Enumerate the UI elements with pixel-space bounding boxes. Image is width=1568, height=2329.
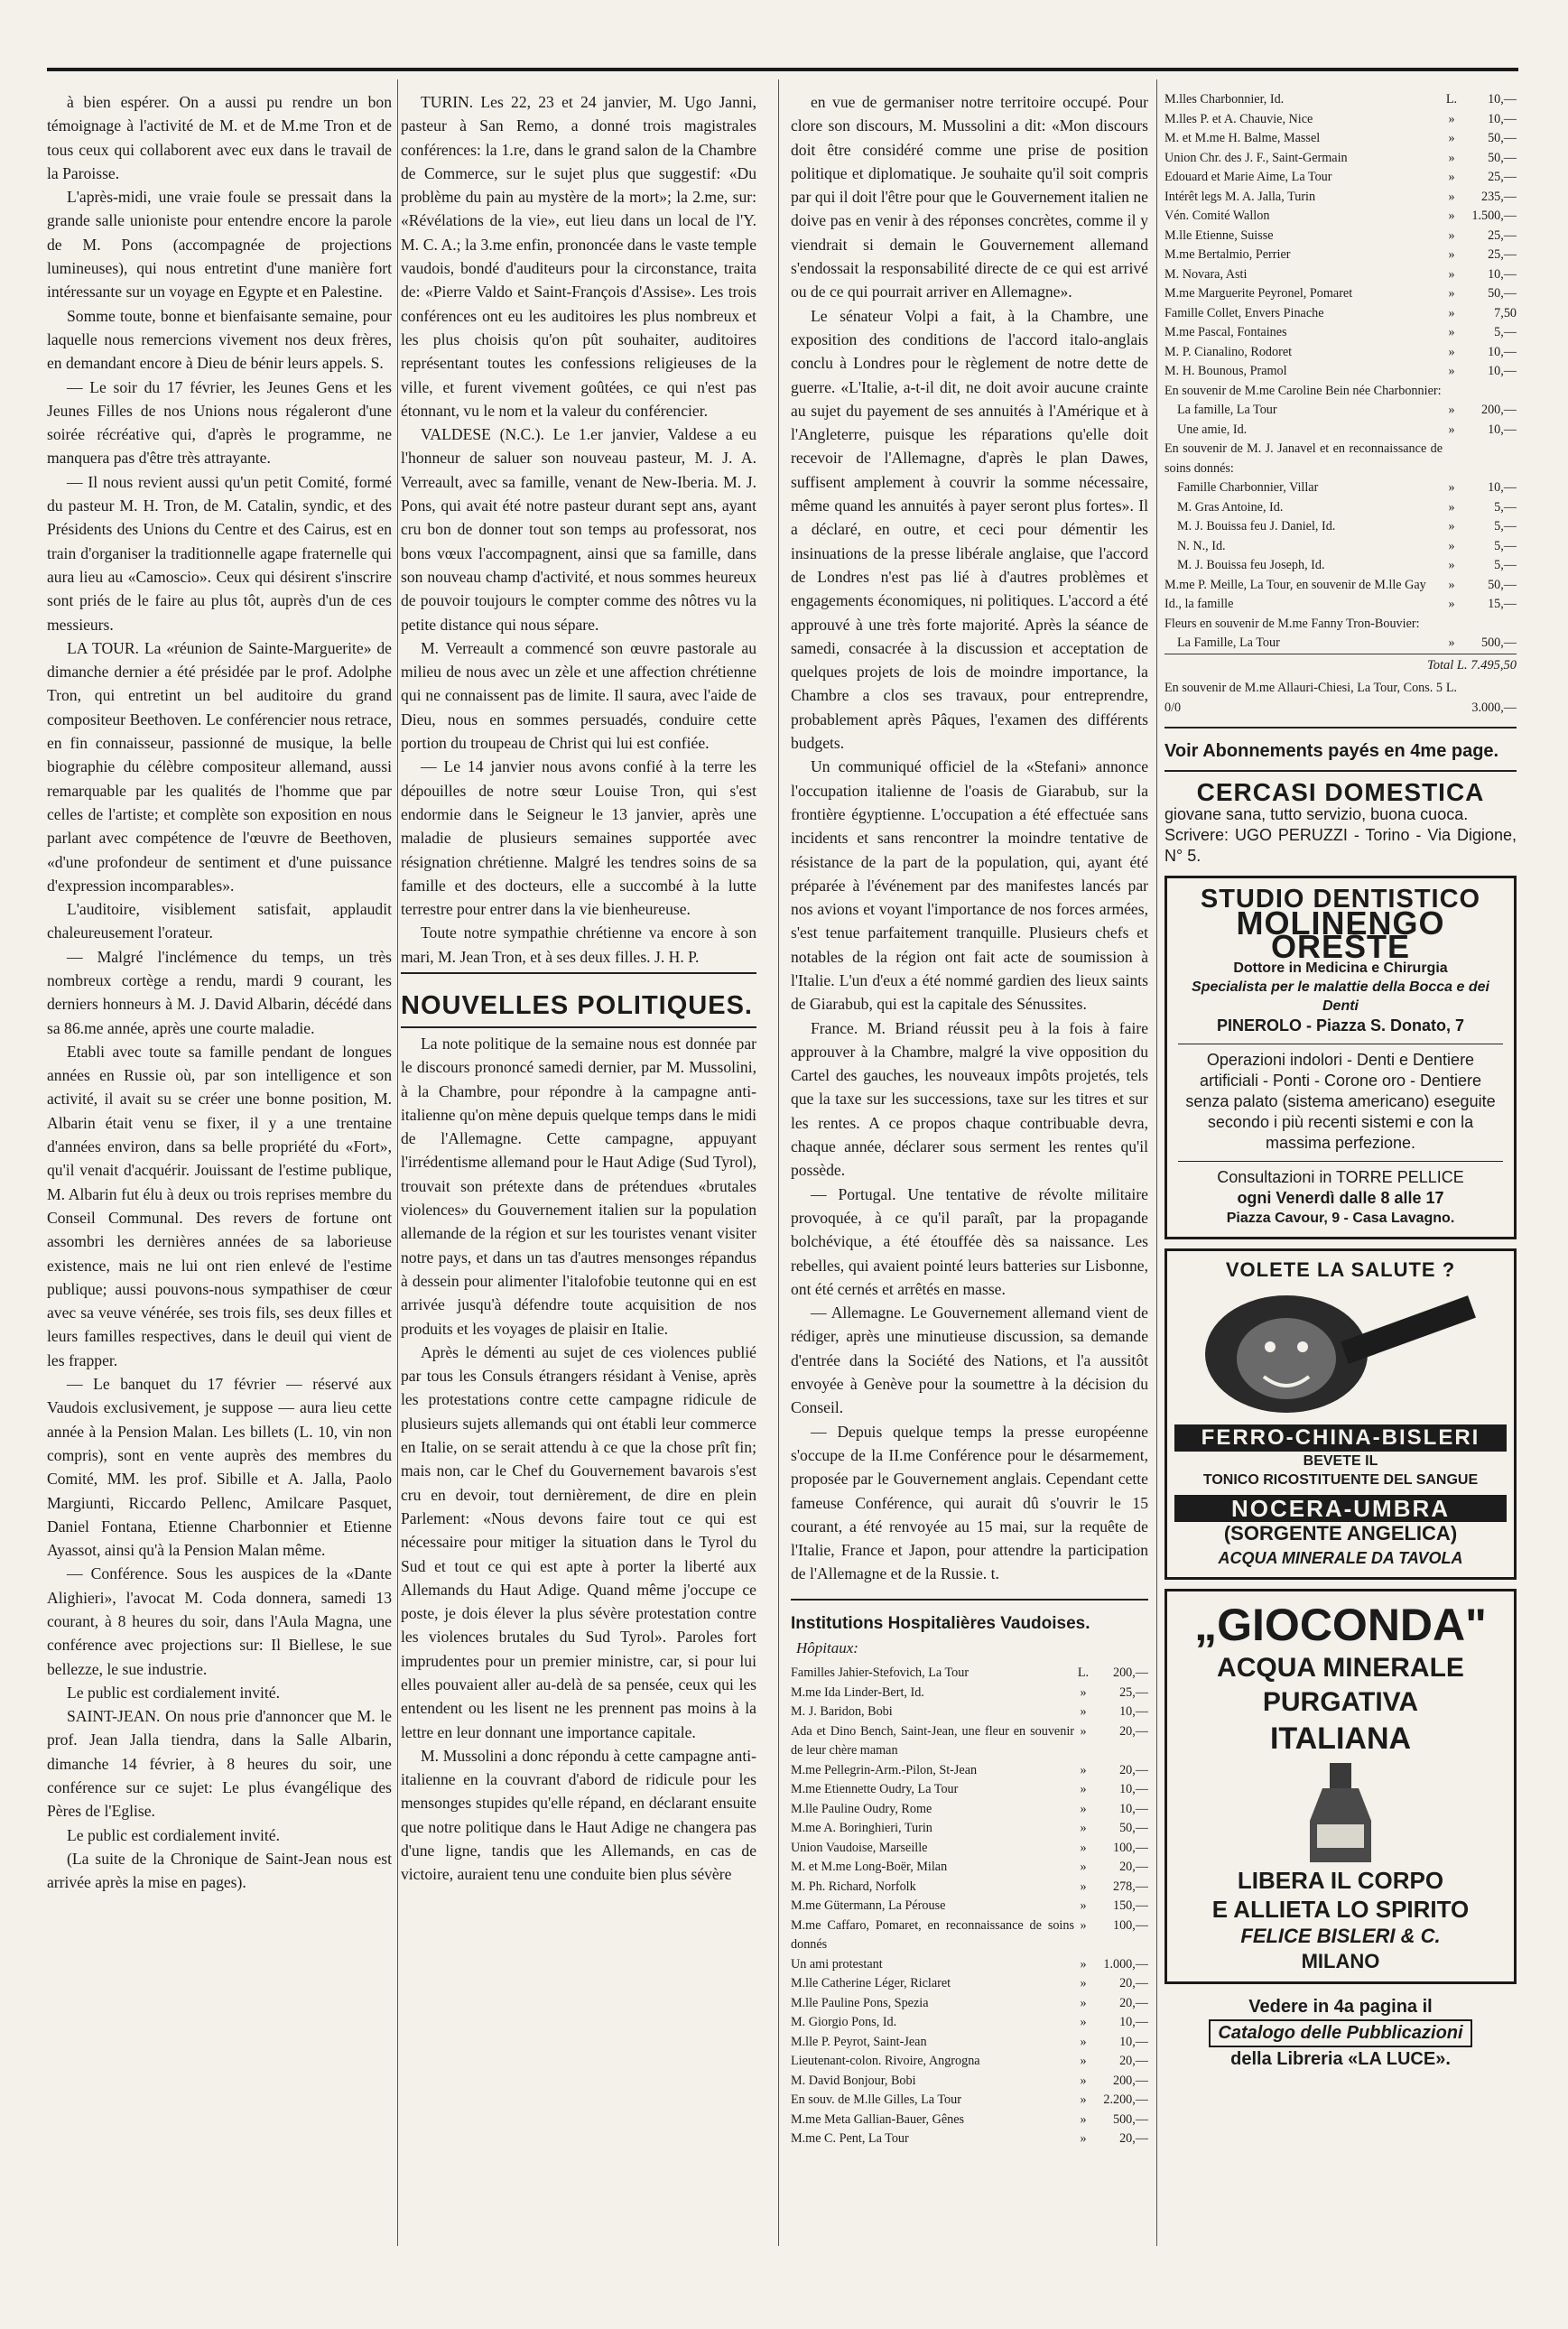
paragraph: Le public est cordialement invité. — [67, 1683, 280, 1702]
donor-name: Ada et Dino Bench, Saint-Jean, une fleur en souvenir de leur chère maman — [791, 1723, 1074, 1758]
gioconda-l1: ACQUA MINERALE — [1217, 1652, 1464, 1683]
donor-name: M. J. Bouissa feu Joseph, Id. — [1177, 558, 1325, 572]
donation-row — [1164, 634, 1517, 654]
donor-name: M.lles P. et A. Chauvie, Nice — [1164, 111, 1313, 126]
currency-mark: » — [1448, 131, 1455, 145]
headline-nouvelles-politiques: NOUVELLES POLITIQUES. — [401, 990, 753, 1020]
donation-amount: 5,— — [1494, 538, 1517, 553]
donor-name: M.me Bertalmio, Perrier — [1164, 247, 1291, 262]
bisleri-acqua: ACQUA MINERALE DA TAVOLA — [1218, 1548, 1463, 1567]
currency-mark: » — [1448, 422, 1455, 437]
donation-row — [791, 1703, 1148, 1722]
donation-amount: 25,— — [1488, 247, 1517, 262]
donation-amount: 10,— — [1488, 344, 1517, 359]
donation-row — [1164, 478, 1517, 498]
currency-mark: » — [1448, 364, 1455, 378]
paragraph: — Depuis quelque temps la presse européenne s'occupe de la II.me Conférence pour le désarmement, proposée par le Gouvernement anglais. Cependant cette fameuse Conférence, qui aurait dû s'ouvrir le 15 courant, a été renvoyée au 15 mai, sur la requête de l'Italie, France et Japon, pour attendre la participation de l'Allemagne et de la Russie. t. — [791, 1422, 1148, 1583]
donation-amount: 100,— — [1112, 1917, 1148, 1933]
donor-name: La famille, La Tour — [1177, 403, 1277, 417]
currency-mark: » — [1080, 1898, 1087, 1913]
paragraph: Un communiqué officiel de la «Stefani» annonce l'occupation italienne de l'oasis de Giarabub, sur la frontière égyptienne. L'occupation a été effectuée sans incidents et sans rencontrer la moindre tentative de résistance de la part de la population, qui, ayant été préparée à l'événement par des manifestes lancés par nos avions et voyant l'importance de nos forces armées, s'est tenue parfaitement tranquille. Plusieurs chefs et notables de la région ont fait acte de soumission à l'Italie. L'un d'eux a été nommé gardien des lieux saints de Giarabub, qui est la capitale des Sénussites. — [791, 757, 1148, 1014]
column-politique-hopitaux — [791, 90, 1148, 2257]
donor-name: M.me Pascal, Fontaines — [1164, 325, 1287, 339]
donor-name: M.me Marguerite Peyronel, Pomaret — [1164, 286, 1353, 301]
donation-row — [1164, 421, 1517, 441]
currency-mark: » — [1080, 1704, 1087, 1719]
bisleri-top: VOLETE LA SALUTE ? — [1225, 1258, 1456, 1282]
donation-amount: 200,— — [1112, 2073, 1148, 2088]
column-chronique — [47, 90, 392, 2257]
donation-row — [791, 1878, 1148, 1898]
currency-mark: » — [1080, 1821, 1087, 1835]
currency-mark: » — [1448, 325, 1455, 339]
currency-mark: » — [1448, 597, 1455, 611]
cercasi-line2: Scrivere: UGO PERUZZI - Torino - Via Digione, N° 5. — [1164, 826, 1517, 866]
donor-name: Intérêt legs M. A. Jalla, Turin — [1164, 189, 1316, 204]
donor-name: M. J. Baridon, Bobi — [791, 1704, 893, 1719]
donation-amount: 20,— — [1119, 1762, 1148, 1777]
currency-mark: » — [1448, 305, 1455, 320]
total-label: Total L. — [1427, 657, 1468, 673]
donor-name: Vén. Comité Wallon — [1164, 209, 1270, 223]
currency-mark: » — [1448, 344, 1455, 359]
gioconda-maker: FELICE BISLERI & C. — [1240, 1924, 1441, 1947]
bottle-illustration — [1286, 1758, 1395, 1866]
donation-amount: 278,— — [1112, 1879, 1148, 1894]
ad-gioconda — [1164, 1589, 1517, 1984]
donation-amount: 10,— — [1488, 422, 1517, 437]
ad-catalogo — [1164, 1995, 1517, 2072]
donation-row — [791, 2111, 1148, 2130]
currency-mark: » — [1448, 266, 1455, 282]
donor-name: Union Vaudoise, Marseille — [791, 1840, 928, 1855]
paragraph: Somme toute, bonne et bienfaisante semaine, pour laquelle nous remercions vivement nos deux frères, en demandant encore à Dieu de bénir leurs appels. S. — [47, 306, 392, 373]
donation-amount: 20,— — [1119, 2054, 1148, 2068]
donation-row — [1164, 304, 1517, 324]
currency-mark: » — [1080, 1801, 1087, 1816]
donation-row — [1164, 90, 1517, 110]
donation-amount: 10,— — [1119, 1801, 1148, 1816]
donor-name: M. Novara, Asti — [1164, 266, 1248, 282]
donation-row — [791, 2033, 1148, 2053]
donation-amount: 25,— — [1488, 170, 1517, 184]
paragraph: L'après-midi, une vraie foule se pressait dans la grande salle unioniste pour entendre encore la parole de M. Pons (accompagnée de projections lumineuses), qui nous entretint d'une manière fort intéressante sur un voyage en Egypte et en Palestine. — [47, 188, 392, 302]
donation-row — [1164, 440, 1517, 478]
paragraph: L'auditoire, visiblement satisfait, applaudit chaleureusement l'orateur. — [47, 900, 392, 942]
donor-name: M.me C. Pent, La Tour — [791, 2131, 909, 2146]
donation-row — [791, 1819, 1148, 1839]
donor-name: La Famille, La Tour — [1177, 636, 1280, 650]
donation-amount: 50,— — [1488, 150, 1517, 165]
list-title: Institutions Hospitalières Vaudoises. — [791, 1613, 1090, 1633]
donor-name: M.me Caffaro, Pomaret, en reconnaissance de soins donnés — [791, 1917, 1074, 1952]
currency-mark: » — [1080, 2111, 1087, 2127]
donation-row — [1164, 265, 1517, 285]
paragraph: M. Mussolini a donc répondu à cette campagne anti-italienne en la couvrant d'abord de ridicule pour les mensonges stupides qu'elle répand, en déclarant ensuite que notre politique dans le Haut Adige ne changera pas d'une ligne, tandis que les Allemands, en cas de victoire, auraient tenu une conduite bien plus sévère — [401, 1746, 756, 1884]
donation-row — [1164, 498, 1517, 518]
currency-mark: » — [1448, 247, 1455, 262]
paragraph: Le sénateur Volpi a fait, à la Chambre, une exposition des conditions de l'accord italo-anglais conclu à Londres pour le règlement de notre dette de guerre. «L'Italie, a-t-il dit, ne doit avoir aucune crainte au sujet du payement de ses annuités à l'Amérique et à l'Angleterre, puisque les réparations qu'elle doit recevoir de l'Allemagne, d'après le plan Dawes, suffisent amplement à couvrir la somme nécessaire, même quand les annuités à payer seront plus fortes». Il a déclaré, en outre, et ceci pour démentir les insinuations de la presse libérale anglaise, que l'accord de Londres n'est pas lié à d'autres problèmes et engagements économiques, ni politiques. L'accord a été approuvé à une très forte majorité. Après la séance de samedi, consacrée à la discussion et acceptation de quelques projets de lois de moindre importance, la Chambre a clos ses travaux, pour entreprendre, probablement après Pâques, l'examen des différents budgets. — [791, 306, 1148, 753]
donation-amount: 10,— — [1488, 92, 1517, 107]
currency-mark: » — [1448, 519, 1455, 534]
studio-title: STUDIO DENTISTICO — [1200, 885, 1481, 914]
donation-row — [1164, 615, 1517, 635]
studio-sub1: Dottore in Medicina e Chirurgia — [1233, 960, 1448, 977]
donor-name: M.me Pellegrin-Arm.-Pilon, St-Jean — [791, 1762, 978, 1777]
donation-amount: 20,— — [1119, 1723, 1148, 1739]
gioconda-l3: ITALIANA — [1269, 1721, 1412, 1756]
donation-amount: 5,— — [1494, 325, 1517, 339]
currency-mark: » — [1080, 1860, 1087, 1874]
donation-row — [1164, 595, 1517, 615]
donation-row — [791, 2052, 1148, 2072]
donation-amount: 1.500,— — [1471, 209, 1517, 223]
paragraph: France. M. Briand réussit peu à la fois à faire approuver à la Chambre, malgré la vive opposition du Cartel des gauches, les nouveaux impôts projetés, tels que la taxe sur les successions, taxe sur les titres et sur les rentes. A ce propos chaque contribuable devra, chaque année, déclarer sous serment les rentes qu'il possède. — [791, 1018, 1148, 1180]
paragraph: — Il nous revient aussi qu'un petit Comité, formé du pasteur M. H. Tron, de M. Catalin, syndic, et des Présidents des Unions du Centre et des Cairus, est en train d'organiser la traditionnelle agape fraternelle qui aura lieu au «Camoscio». Ceux qui désirent s'inscrire sont priés de le faire au plus tôt, auprès d'un de ces messieurs. — [47, 472, 392, 634]
lion-illustration — [1187, 1282, 1494, 1417]
donation-row — [1164, 188, 1517, 208]
currency-mark: L. — [1445, 92, 1458, 107]
donation-row — [791, 1800, 1148, 1820]
donor-name: Familles Jahier-Stefovich, La Tour — [791, 1666, 970, 1680]
paragraph: — Le banquet du 17 février — réservé aux Vaudois exclusivement, je suppose — aura lieu cette année à la Pension Malan. Les billets (L. 10, vin non compris), sont en vente auprès des membres du Comité, MM. les prof. Sibille et A. Jalla, Paolo Margiunti, Riccardo Pellenc, Amilcare Pasquet, Daniel Fontana, Etienne Charbonnier et Etienne Ayassot, ainsi qu'à la Pension Malan même. — [47, 1375, 392, 1560]
donation-amount: 10,— — [1488, 480, 1517, 495]
paragraph: Le public est cordialement invité. — [67, 1825, 280, 1844]
currency-mark — [1443, 440, 1461, 478]
currency-mark: » — [1448, 227, 1455, 243]
donation-amount: 5,— — [1494, 499, 1517, 515]
currency-mark: » — [1080, 2073, 1087, 2088]
donation-row — [791, 1761, 1148, 1781]
donation-amount: 20,— — [1119, 2131, 1148, 2146]
donation-amount: 10,— — [1119, 1782, 1148, 1796]
donor-name: M.me P. Meille, La Tour, en souvenir de M.lle Gay — [1164, 577, 1426, 592]
donation-row — [1164, 362, 1517, 382]
donation-amount: 500,— — [1112, 2111, 1148, 2127]
donation-row — [791, 2072, 1148, 2092]
donor-name: Une amie, Id. — [1177, 422, 1248, 437]
donation-amount: 5,— — [1494, 519, 1517, 534]
donation-amount: 20,— — [1119, 1976, 1148, 1990]
currency-mark: » — [1080, 2034, 1087, 2049]
donor-name: Un ami protestant — [791, 1956, 883, 1972]
gioconda-city: MILANO — [1301, 1949, 1380, 1972]
donation-amount: 20,— — [1119, 1995, 1148, 2010]
currency-mark: » — [1448, 403, 1455, 417]
paragraph: à bien espérer. On a aussi pu rendre un bon témoignage à l'activité de M. et de M.me Tron et de tous ceux qui collaborent avec eux dans le travail de la Paroisse. — [47, 93, 392, 182]
donor-name: M. David Bonjour, Bobi — [791, 2073, 916, 2088]
donor-name: M.lle Pauline Oudry, Rome — [791, 1801, 932, 1816]
donation-row — [791, 1974, 1148, 1994]
donor-name: M.lles Charbonnier, Id. — [1164, 92, 1285, 107]
donor-name: M. et M.me Long-Boër, Milan — [791, 1860, 948, 1874]
currency-mark: » — [1448, 577, 1455, 592]
donor-name: Edouard et Marie Aime, La Tour — [1164, 170, 1332, 184]
currency-mark: » — [1080, 2092, 1087, 2107]
donation-row — [1164, 556, 1517, 576]
headline-rule — [401, 972, 756, 974]
currency-mark: » — [1448, 111, 1455, 126]
paragraph: LA TOUR. La «réunion de Sainte-Marguerite» de dimanche dernier a été présidée par le prof. Adolphe Tron, qui entretint un bel auditoire du grand compositeur Beethoven. Le conférencier nous retrace, en fin connaisseur, passionné de musique, la belle biographie du célèbre compositeur allemand, aussi remarquable par les qualités de l'homme que par celles de l'artiste; et complète son exposition en nous parlant avec compétence de l'œuvre de Beethoven, «d'une profondeur de sentiment et d'une puissance d'expression incomparables». — [47, 638, 392, 895]
currency-mark: » — [1080, 1879, 1087, 1894]
currency-mark: » — [1448, 538, 1455, 553]
paragraph: SAINT-JEAN. On nous prie d'annoncer que M. le prof. Jean Jalla tiendra, dans la Salle Albarin, dimanche 14 février, à 8 heures du soir, une conférence sur ce sujet: Le plus évangélique des Pères de l'Eglise. — [47, 1707, 392, 1821]
donation-amount: 10,— — [1119, 2034, 1148, 2049]
ad-studio-dentistico — [1164, 876, 1517, 1239]
donation-amount: 10,— — [1488, 364, 1517, 378]
currency-mark: » — [1080, 1684, 1087, 1700]
paragraph: VALDESE (N.C.). Le 1.er janvier, Valdese a eu l'honneur de saluer son nouveau pasteur, M. J. A. Verreault, avec sa famille, venant de New-Iberia. M. J. Pons, qui avait été notre pasteur durant sept ans, ayant cru bon de donner tout son temps au professorat, nos bons vœux l'accompagnent, ainsi que sa famille, dans son nouveau champ d'activité, et nous sommes heureux de pouvoir toujours le compter comme des nôtres vu la petite distance qui nous sépare. — [401, 425, 756, 634]
paragraph: — Malgré l'inclémence du temps, un très nombreux cortège a rendu, mardi 9 courant, les derniers honneurs à M. J. David Albarin, décédé dans sa 86.me année, après une courte maladie. — [47, 947, 392, 1037]
currency-mark: L. — [1077, 1666, 1090, 1680]
donation-amount: 10,— — [1488, 266, 1517, 282]
paragraph: Etabli avec toute sa famille pendant de longues années en Russie où, par son intelligence et son activité, il avait su se créer une bonne position, M. Albarin était venu se fixer, il y a une trentaine d'années environ, dans sa belle propriété du «Fort», qu'il venait d'acquérir. Jouissant de l'estime publique, M. Albarin fut élu à deux ou trois reprises membre du Conseil Communal. Des revers de fortune ont assombri les dernières années de sa laborieuse existence, mais ne lui ont rien enlevé de l'estime publique; aussi pouvons-nous sympathiser de cœur avec sa veuve vénérée, ses trois fils, ses deux filles et leurs familles respectives, dans le deuil qui vient de les frapper. — [47, 1042, 392, 1369]
currency-mark — [1443, 615, 1461, 635]
donation-row — [1164, 168, 1517, 188]
donation-row — [1164, 401, 1517, 421]
currency-mark: » — [1448, 286, 1455, 301]
currency-mark: » — [1080, 2015, 1087, 2029]
studio-name: MOLINENGO ORESTE — [1236, 904, 1445, 965]
donor-name: M.me Ida Linder-Bert, Id. — [791, 1684, 924, 1700]
ad-ferro-china-bisleri — [1164, 1248, 1517, 1580]
currency-mark: » — [1080, 1917, 1087, 1933]
donation-amount: 150,— — [1112, 1898, 1148, 1913]
donation-amount: 200,— — [1112, 1666, 1148, 1680]
donor-name: M. H. Bounous, Pramol — [1164, 364, 1287, 378]
donor-name: Union Chr. des J. F., Saint-Germain — [1164, 150, 1348, 165]
currency-mark: » — [1448, 558, 1455, 572]
donation-amount: 235,— — [1480, 189, 1517, 204]
paragraph: en vue de germaniser notre territoire occupé. Pour clore son discours, M. Mussolini a dit: «Mon discours doit être considéré comme une prise de position politique et diplomatique. Je souhaite qu'il soit compris par qui il doit l'être pour que le Gouvernement italien ne doive pas en venir à des réponses concrètes, comme il y viendrait si demain le Gouvernement allemand s'endossait la responsabilité directe de ce qui est arrivé ou de ce qui pourrait arriver en Allemagne». — [791, 93, 1148, 302]
abonnements-notice: Voir Abonnements payés en 4me page. — [1164, 741, 1499, 761]
donation-row — [1164, 227, 1517, 246]
donor-name: En souvenir de M. J. Janavel et en reconnaissance de soins donnés: — [1164, 441, 1443, 476]
donation-amount: 500,— — [1480, 636, 1517, 650]
bisleri-bevete: BEVETE IL — [1303, 1453, 1378, 1470]
donor-name: M.lle P. Peyrot, Saint-Jean — [791, 2034, 927, 2049]
donation-list — [791, 1664, 1148, 2149]
cercasi-line1: giovane sana, tutto servizio, buona cuoca. — [1164, 805, 1469, 824]
souvenir-text: En souvenir de M.me Allauri-Chiesi, La Tour, Cons. 5 0/0 — [1164, 681, 1443, 715]
donation-row — [1164, 129, 1517, 149]
paragraph: — Le soir du 17 février, les Jeunes Gens et les Jeunes Filles de nos Unions nous régaleront d'une soirée récréative qui, d'après le programme, ne manquera pas d'être très attrayante. — [47, 377, 392, 468]
donation-list-continued — [1164, 90, 1517, 654]
donation-row — [791, 1780, 1148, 1800]
donation-row — [1164, 537, 1517, 557]
currency-mark: » — [1448, 150, 1455, 165]
donation-amount — [1461, 382, 1517, 402]
currency-mark: » — [1448, 189, 1455, 204]
gioconda-l4: LIBERA IL CORPO — [1237, 1866, 1444, 1894]
donation-row — [1164, 207, 1517, 227]
paragraph: TURIN. Les 22, 23 et 24 janvier, M. Ugo Janni, pasteur à San Remo, a donné trois magistrales conférences: la 1.re, dans le grand salon de la Chambre de Commerce, sur le sujet plus que suggestif: «Du problème du pain au mystère de la mort»; la 2.me, sur: «Révélations de la vie», eut lieu dans un local de l'Y. M. C. A.; la 3.me enfin, prononcée dans le vaste temple vaudois, bondé d'auditeurs pour la circonstance, traita de: «Pierre Valdo et Saint-François d'Assise». Les trois conférences ont eu les auditoires les plus nombreux et les plus choisis qu'on pût souhaiter, auditoires représentant toutes les confessions religieuses de la ville, et furent vivement goûtées, ce qui n'est pas étonnant, vu le nom et la valeur du conférencier. — [401, 93, 756, 420]
top-rule — [47, 68, 1518, 71]
donor-name: M. et M.me H. Balme, Massel — [1164, 131, 1321, 145]
donation-amount: 50,— — [1488, 286, 1517, 301]
column-dons-annonces — [1164, 90, 1517, 2293]
donor-name: M.me Meta Gallian-Bauer, Gênes — [791, 2111, 965, 2127]
currency-mark: » — [1080, 1956, 1087, 1972]
donation-row — [1164, 246, 1517, 265]
donation-row — [1164, 382, 1517, 402]
currency-mark — [1443, 382, 1461, 402]
donor-name: Lieutenant-colon. Rivoire, Angrogna — [791, 2054, 980, 2068]
donation-amount: 25,— — [1119, 1684, 1148, 1700]
donation-row — [791, 1664, 1148, 1684]
donation-amount — [1461, 615, 1517, 635]
donor-name: Famille Charbonnier, Villar — [1177, 480, 1319, 495]
bisleri-nocera: NOCERA-UMBRA — [1174, 1495, 1507, 1522]
donation-row — [1164, 284, 1517, 304]
column-rule — [778, 79, 779, 2246]
section-rule — [1164, 770, 1517, 772]
donation-row — [791, 2013, 1148, 2033]
currency-mark: » — [1080, 1840, 1087, 1855]
donation-amount: 50,— — [1488, 577, 1517, 592]
gioconda-l5: E ALLIETA LO SPIRITO — [1211, 1895, 1470, 1923]
donation-row — [1164, 110, 1517, 130]
donation-row — [791, 1722, 1148, 1761]
donor-name: N. N., Id. — [1177, 538, 1226, 553]
bisleri-sorgente: (SORGENTE ANGELICA) — [1223, 1522, 1458, 1545]
studio-cons3: Piazza Cavour, 9 - Casa Lavagno. — [1226, 1211, 1455, 1227]
donor-name: M. Gras Antoine, Id. — [1177, 499, 1284, 515]
donation-amount: 1.000,— — [1103, 1956, 1148, 1972]
section-rule — [791, 1599, 1148, 1601]
donor-name: M.lle Etienne, Suisse — [1164, 227, 1274, 243]
donation-row — [1164, 323, 1517, 343]
studio-city: PINEROLO - Piazza S. Donato, 7 — [1216, 1016, 1465, 1035]
donation-amount: 20,— — [1119, 1860, 1148, 1874]
donation-row — [791, 1897, 1148, 1916]
paragraph: M. Verreault a commencé son œuvre pastorale au milieu de nous avec un zèle et une affection chrétienne qui ne connaissent pas de limite. Il saura, avec l'aide de Dieu, nous en sommes persuadés, conduire cette portion du troupeau de Christ qui lui est confiée. — [401, 638, 756, 753]
donation-row — [791, 1916, 1148, 1955]
donation-amount: 50,— — [1488, 131, 1517, 145]
currency-mark: » — [1080, 1762, 1087, 1777]
donor-name: En souvenir de M.me Caroline Bein née Charbonnier: — [1164, 383, 1442, 398]
paragraph: — Allemagne. Le Gouvernement allemand vient de rédiger, après une minutieuse discussion, sa demande d'entrée dans la Société des Nations, et l'a aussitôt envoyée à Genève pour la soumettre à la décision du Conseil. — [791, 1304, 1148, 1417]
currency-mark: » — [1080, 2054, 1087, 2068]
donation-amount: 100,— — [1112, 1840, 1148, 1855]
column-turin-valdese — [401, 90, 756, 2257]
paragraph: (La suite de la Chronique de Saint-Jean nous est arrivée après la mise en pages). — [47, 1849, 392, 1892]
studio-description: Operazioni indolori - Denti e Dentiere artificiali - Ponti - Corone oro - Dentiere senza palato (sistema americano) eseguite secondo i più recenti sistemi e con la massima perfezione. — [1178, 1044, 1503, 1154]
donation-amount: 10,— — [1119, 2015, 1148, 2029]
donation-row — [791, 1839, 1148, 1859]
currency-mark: » — [1080, 1976, 1087, 1990]
catalogo-title: Catalogo delle Pubblicazioni — [1209, 2019, 1471, 2047]
currency-mark: » — [1448, 499, 1455, 515]
donor-name: Famille Collet, Envers Pinache — [1164, 305, 1324, 320]
currency-mark: » — [1448, 636, 1455, 650]
donor-name: M. Giorgio Pons, Id. — [791, 2015, 897, 2029]
donation-amount — [1461, 440, 1517, 478]
total-line — [1164, 654, 1517, 676]
souvenir-line — [1164, 679, 1517, 718]
donor-name: M. Ph. Richard, Norfolk — [791, 1879, 916, 1894]
donation-amount: 10,— — [1119, 1704, 1148, 1719]
donation-amount: 25,— — [1488, 227, 1517, 243]
donation-amount: 50,— — [1119, 1821, 1148, 1835]
donor-name: M.lle Catherine Léger, Riclaret — [791, 1976, 951, 1990]
paragraph: — Le 14 janvier nous avons confié à la terre les dépouilles de notre sœur Louise Tron, qui s'est endormie dans le Seigneur le 13 janvier, après une maladie de plusieurs semaines supportée avec résignation chrétienne. Malgré les tendres soins de sa famille et des docteurs, elle a succombé à la lutte terrestre pour entrer dans la vie bienheureuse. — [401, 757, 756, 919]
currency-mark: » — [1448, 480, 1455, 495]
donation-row — [791, 1858, 1148, 1878]
souvenir-currency: L. — [1445, 681, 1458, 695]
donation-row — [791, 2091, 1148, 2111]
donor-name: M.me Gütermann, La Pérouse — [791, 1898, 946, 1913]
bisleri-brand: FERRO-CHINA-BISLERI — [1174, 1424, 1507, 1452]
donation-amount: 5,— — [1494, 558, 1517, 572]
donation-row — [791, 2130, 1148, 2149]
paragraph: — Portugal. Une tentative de révolte militaire provoquée, à ce qu'il paraît, par la propagande bolchévique, a été étouffée dès sa naissance. Les rebelles, qui avaient pointé leurs batteries sur Lisbonne, ont été cernés et arrêtés en masse. — [791, 1184, 1148, 1298]
donor-name: M. J. Bouissa feu J. Daniel, Id. — [1177, 519, 1336, 534]
donation-row — [1164, 149, 1517, 169]
donor-name: M.me A. Boringhieri, Turin — [791, 1821, 932, 1835]
studio-sub2: Specialista per le malattie della Bocca e dei Denti — [1192, 979, 1489, 1015]
donor-name: M. P. Cianalino, Rodoret — [1164, 344, 1293, 359]
souvenir-amount: 3.000,— — [1471, 700, 1517, 715]
bisleri-tonico: TONICO RICOSTITUENTE DEL SANGUE — [1202, 1472, 1479, 1489]
paragraph: La note politique de la semaine nous est donnée par le discours prononcé samedi dernier, par M. Mussolini, à la Chambre, pour répondre à la campagne anti-italienne qu'on mène depuis quelque temps dans le midi de l'Allemagne. Cette campagne, appuyant l'irrédentisme allemand pour le Haut Adige (Sud Tyrol), trouvait son prétexte dans de prétendues «brutales violences» du Gouvernement italien sur la population allemande de la région et sur les touristes venant visiter notre pays, et dans un tas d'autres mensonges répandus à dessein pour alimenter l'italofobie teutonne qui en est arrivée jusqu'à défendre toute acquisition de nos produits et les voyages de plaisir en Italie. — [401, 1034, 756, 1338]
ad-cercasi — [1164, 778, 1517, 867]
cercasi-title: CERCASI DOMESTICA — [1196, 778, 1485, 806]
donation-row — [791, 1684, 1148, 1703]
paragraph: Après le démenti au sujet de ces violences publié par tous les Consuls étrangers résidant à Venise, après les protestations contre cette campagne ridicule de plusieurs sujets allemands qui ont établi leur commerce en Italie, on se serait attendu à ce que la chose prît fin; mais non, car le Chef du Gouvernement bavarois s'est cru en devoir, tout dernièrement, de dire en plein Parlement: «Nous devons faire tout ce qui est nécessaire pour mitiger la situation dans le Tyrol du Sud et tout ce qui est apte à porter la liberté aux Allemands du Haut Adige. Quand même j'occupe ce poste, je dois élever la plus sévère protestation contre les violences brutales du Sud Tyrol». Paroles fort imprudentes pour un premier ministre, car, si pour lui elles pouvaient aller au-delà de sa pensée, ceux qui les entendent ou les lisent ne les prennent pas moins à la lettre en leur donnant une importance capitale. — [401, 1342, 756, 1741]
currency-mark: » — [1448, 170, 1455, 184]
list-subtitle: Hôpitaux: — [796, 1638, 858, 1656]
catalogo-post: della Libreria «LA LUCE». — [1230, 2048, 1451, 2069]
donation-row — [791, 1994, 1148, 2014]
total-value: 7.495,50 — [1471, 657, 1517, 673]
currency-mark: » — [1080, 1782, 1087, 1796]
donor-name: Id., la famille — [1164, 597, 1234, 611]
paragraph: — Conférence. Sous les auspices de la «Dante Alighieri», l'avocat M. Coda donnera, samedi 13 courant, à 8 heures du soir, dans l'Aula Magna, une conférence avec projections sur: Il Biellese, le sue bellezze, le sue industrie. — [47, 1564, 392, 1678]
donation-amount: 2.200,— — [1103, 2092, 1148, 2107]
gioconda-brand: „GIOCONDA" — [1194, 1599, 1487, 1650]
donor-name: Fleurs en souvenir de M.me Fanny Tron-Bouvier: — [1164, 616, 1420, 631]
section-rule — [1164, 727, 1517, 728]
currency-mark: » — [1448, 209, 1455, 223]
currency-mark: » — [1080, 1723, 1087, 1739]
studio-cons2: ogni Venerdì dalle 8 alle 17 — [1237, 1189, 1444, 1208]
column-rule — [1156, 79, 1157, 2246]
donation-amount: 200,— — [1480, 403, 1517, 417]
currency-mark: » — [1080, 2131, 1087, 2146]
currency-mark: » — [1080, 1995, 1087, 2010]
catalogo-pre: Vedere in 4a pagina il — [1248, 1996, 1433, 2017]
donation-row — [1164, 343, 1517, 363]
donation-row — [1164, 517, 1517, 537]
donation-amount: 10,— — [1488, 111, 1517, 126]
donation-row — [1164, 576, 1517, 596]
gioconda-l2: PURGATIVA — [1262, 1686, 1419, 1717]
donation-amount: 15,— — [1488, 597, 1517, 611]
donation-row — [791, 1955, 1148, 1975]
donor-name: En souv. de M.lle Gilles, La Tour — [791, 2092, 961, 2107]
headline-rule — [401, 1026, 756, 1028]
studio-cons1: Consultazioni in TORRE PELLICE — [1178, 1161, 1503, 1188]
donor-name: M.lle Pauline Pons, Spezia — [791, 1995, 929, 2010]
column-rule — [397, 79, 398, 2246]
paragraph: Toute notre sympathie chrétienne va encore à son mari, M. Jean Tron, et à ses deux filles. J. H. P. — [401, 923, 756, 966]
donor-name: M.me Etiennette Oudry, La Tour — [791, 1782, 959, 1796]
donation-amount: 7,50 — [1494, 305, 1517, 320]
